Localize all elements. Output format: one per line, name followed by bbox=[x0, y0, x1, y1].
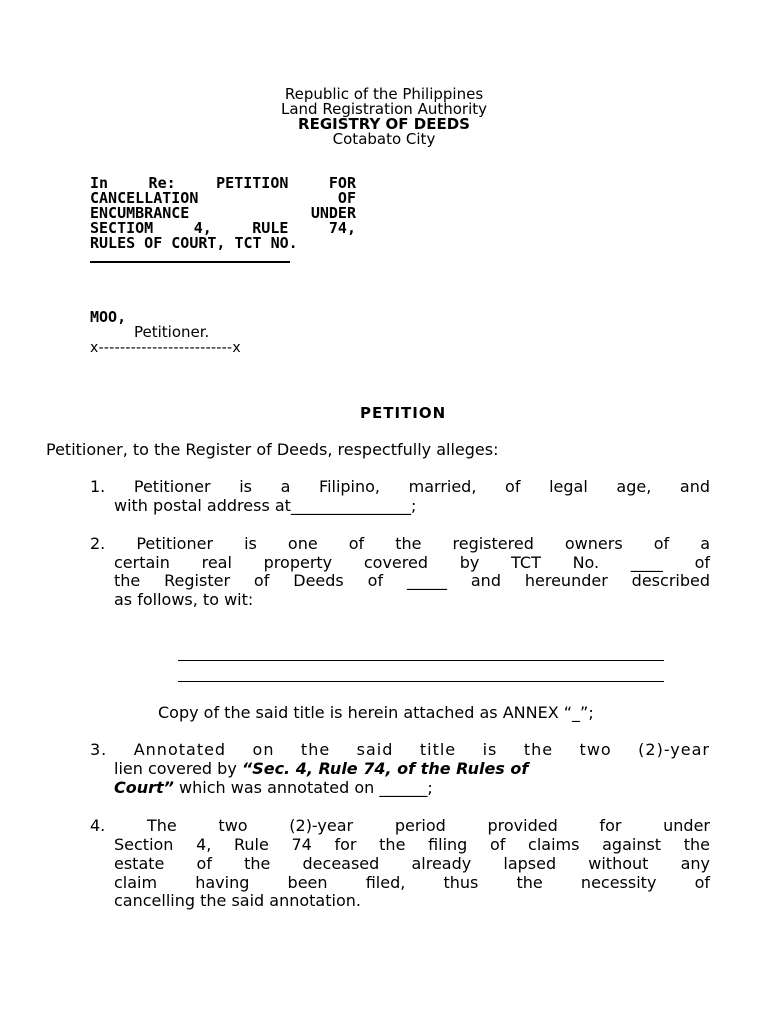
para4-line2: Section 4, Rule 74 for the filing of claims against the bbox=[114, 835, 710, 854]
para2-line1: 2. Petitioner is one of the registered owners of a bbox=[90, 534, 710, 553]
para4-line3: estate of the deceased already lapsed without any bbox=[114, 854, 710, 873]
para3-rule-citation: “Sec. 4, Rule 74, of the Rules of bbox=[241, 759, 529, 778]
document-title: PETITION bbox=[360, 404, 447, 422]
para1-line2: with postal address at_______________; bbox=[114, 496, 417, 515]
tct-blank-line bbox=[90, 261, 290, 263]
caption-line-5: RULES OF COURT, TCT NO. bbox=[90, 234, 298, 252]
para4-line5: cancelling the said annotation. bbox=[114, 891, 361, 910]
caption-separator: x-------------------------x bbox=[90, 340, 241, 356]
caption-line-1: In Re: PETITION FOR bbox=[90, 174, 356, 192]
party-name: MOO, bbox=[90, 308, 127, 326]
para3-rule-citation-end: Court” bbox=[114, 778, 174, 797]
para2-line3: the Register of Deeds of _____ and hereunder described bbox=[114, 571, 710, 590]
header-registry: REGISTRY OF DEEDS bbox=[298, 115, 470, 133]
property-description-line-2 bbox=[178, 681, 664, 682]
caption-line-2: CANCELLATION OF bbox=[90, 189, 356, 207]
header-authority: Land Registration Authority bbox=[281, 100, 487, 118]
header-city: Cotabato City bbox=[332, 130, 436, 148]
para2-line2: certain real property covered by TCT No. ____ of bbox=[114, 553, 710, 572]
intro-text: Petitioner, to the Register of Deeds, respectfully alleges: bbox=[46, 440, 499, 459]
annex-text: Copy of the said title is herein attached as ANNEX “_”; bbox=[158, 703, 594, 722]
para3-line2-plain: lien covered by bbox=[114, 759, 242, 778]
property-description-line-1 bbox=[178, 660, 664, 661]
para3-line1: 3. Annotated on the said title is the two (2)-year bbox=[90, 740, 710, 759]
para3-line2 bbox=[114, 759, 528, 778]
para4-line1: 4. The two (2)-year period provided for under bbox=[90, 816, 710, 835]
caption-line-3: ENCUMBRANCE UNDER bbox=[90, 204, 356, 222]
party-role: Petitioner. bbox=[134, 323, 210, 341]
caption-line-4: SECTIOM 4, RULE 74, bbox=[90, 219, 356, 237]
para2-line4: as follows, to wit: bbox=[114, 590, 254, 609]
para3-line3 bbox=[114, 778, 433, 797]
para4-line4: claim having been filed, thus the necessity of bbox=[114, 873, 710, 892]
header-republic: Republic of the Philippines bbox=[284, 85, 484, 103]
para3-line3-plain: which was annotated on ______; bbox=[173, 778, 433, 797]
para1-line1: 1. Petitioner is a Filipino, married, of legal age, and bbox=[90, 477, 710, 496]
